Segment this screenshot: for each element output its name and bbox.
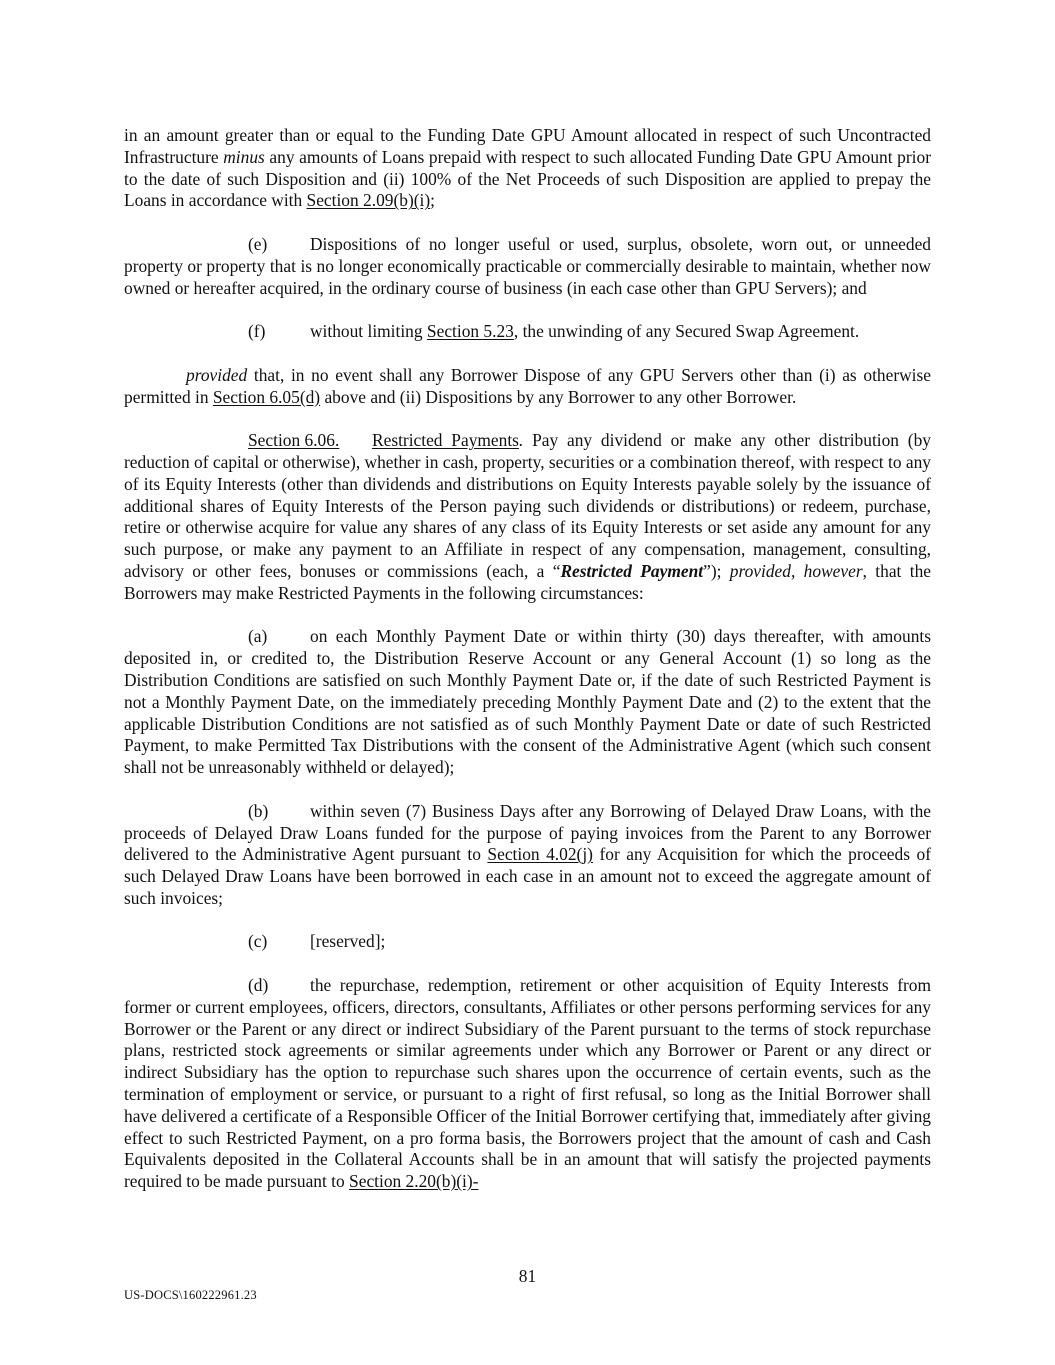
emphasis-provided: provided xyxy=(186,364,248,385)
paragraph-continuation: in an amount greater than or equal to the Funding Date GPU Amount allocated in respect of such Uncontracted Infrastructure minus any amounts of Loans prepaid with respect to such allocated Funding Date GPU Amount prior to the date of such Disposition and (ii) 100% of the Net Proceeds of such Disposition are applied to prepay the Loans in accordance with Section 2.09(b)(i); xyxy=(124,125,931,211)
section-number: Section 6.06. xyxy=(248,430,340,451)
cross-reference: Section 2.09(b)(i) xyxy=(306,190,431,211)
defined-term: Restricted Payment xyxy=(560,560,704,581)
clause-label: (a) xyxy=(248,626,268,647)
clause-d: (d) the repurchase, redemption, retirement or other acquisition of Equity Interests from former or current employees, officers, directors, consultants, Affiliates or other persons performing services for any Borrower or the Parent or any direct or indirect Subsidiary of the Parent pursuant to the terms of stock repurchase plans, restricted stock agreements or similar agreements under which any Borrower or Parent or any direct or indirect Subsidiary has the option to repurchase such shares upon the occurrence of certain events, such as the termination of employment or service, or pursuant to a right of first refusal, so long as the Initial Borrower shall have delivered a certificate of a Responsible Officer of the Initial Borrower certifying that, immediately after giving effect to such Restricted Payment, on a pro forma basis, the Borrowers project that the amount of cash and Cash Equivalents deposited in the Collateral Accounts shall be in an amount that will satisfy the projected payments required to be made pursuant to Section 2.20(b)(i)- xyxy=(124,975,931,1192)
clause-c: (c) [reserved]; xyxy=(248,931,386,952)
proviso-paragraph: provided that, in no event shall any Borrower Dispose of any GPU Servers other than (i) as otherwise permitted in Section 6.05(d) above and (ii) Dispositions by any Borrower to any other Borrower. xyxy=(124,364,931,407)
clause-label: (c) xyxy=(248,931,268,952)
clause-label: (f) xyxy=(248,321,266,342)
document-id: US-DOCS\160222961.23 xyxy=(124,1288,257,1302)
cross-reference: Section 4.02(j) xyxy=(487,844,593,865)
clause-b: (b) within seven (7) Business Days after any Borrowing of Delayed Draw Loans, with the proceeds of Delayed Draw Loans funded for the purpose of paying invoices from the Parent to any Borrower delivered to the Administrative Agent pursuant to Section 4.02(j) for any Acquisition for which the proceeds of such Delayed Draw Loans have been borrowed in each case in an amount not to exceed the aggregate amount of such invoices; xyxy=(124,800,931,908)
clause-f: (f) without limiting Section 5.23, the unwinding of any Secured Swap Agreement. xyxy=(248,321,860,342)
cross-reference: Section 2.20(b)(i)- xyxy=(349,1171,479,1192)
section-6-06: Section 6.06. Restricted Payments. Pay any dividend or make any other distribution (by reduction of capital or otherwise), whether in cash, property, securities or a combination thereof, with respect to any of its Equity Interests (other than dividends and distributions on Equity Interests payable solely by the issuance of additional shares of Equity Interests of the Person paying such dividends or distributions) or redeem, purchase, retire or otherwise acquire for value any shares of any class of its Equity Interests or set aside any amount for any such purpose, or make any payment to an Affiliate in respect of any compensation, management, consulting, advisory or other fees, bonuses or commissions (each, a “Restricted Payment”); provided, however, that the Borrowers may make Restricted Payments in the following circumstances: xyxy=(124,430,931,603)
clause-label: (b) xyxy=(248,800,269,821)
clause-label: (d) xyxy=(248,975,269,996)
section-title: Restricted Payments xyxy=(372,430,519,451)
cross-reference: Section 5.23 xyxy=(426,321,514,342)
page-number: 81 xyxy=(518,1266,537,1286)
emphasis-minus: minus xyxy=(223,146,265,167)
clause-a: (a) on each Monthly Payment Date or within thirty (30) days thereafter, with amounts deposited in, or credited to, the Distribution Reserve Account or any General Account (1) so long as the Distribution Conditions are satisfied on such Monthly Payment Date or, if the date of such Restricted Payment is not a Monthly Payment Date, on the immediately preceding Monthly Payment Date and (2) to the extent that the applicable Distribution Conditions are not satisfied as of such Monthly Payment Date or date of such Restricted Payment, to make Permitted Tax Distributions with the consent of the Administrative Agent (which such consent shall not be unreasonably withheld or delayed); xyxy=(124,626,931,778)
emphasis-proviso: provided, however xyxy=(729,560,863,581)
clause-label: (e) xyxy=(248,233,268,254)
cross-reference: Section 6.05(d) xyxy=(212,386,321,407)
clause-e: (e) Dispositions of no longer useful or used, surplus, obsolete, worn out, or unneeded property or property that is no longer economically practicable or commercially desirable to maintain, whether now owned or hereafter acquired, in the ordinary course of business (in each case other than GPU Servers); and xyxy=(124,233,931,298)
body-text xyxy=(124,125,931,1215)
